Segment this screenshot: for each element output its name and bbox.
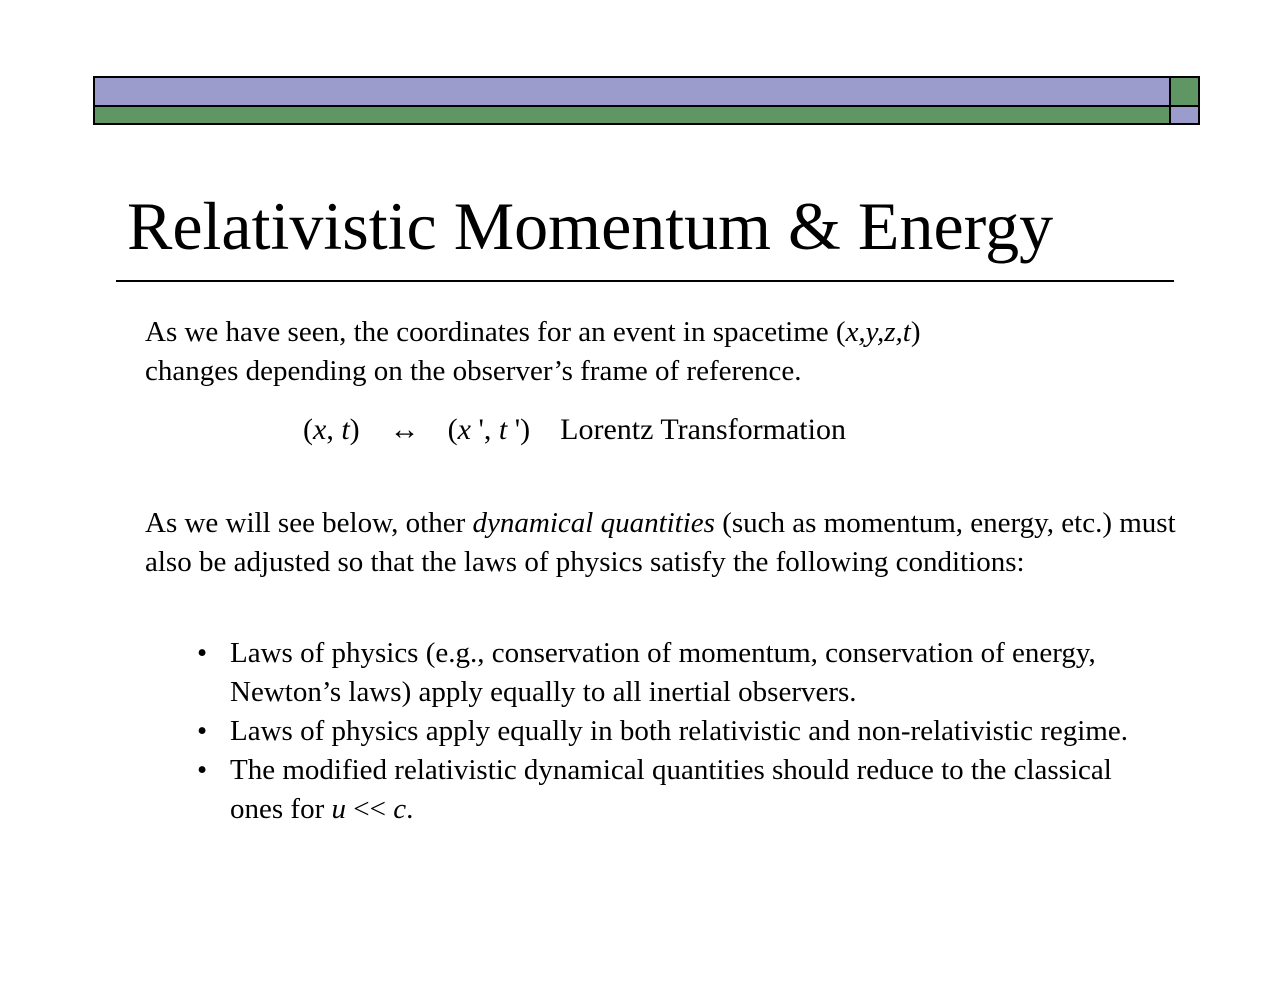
slide-title: Relativistic Momentum & Energy: [127, 188, 1054, 264]
dynamical-text-2: (such as momentum, energy, etc.) must also be adjusted so that the laws of physics satisfy the following conditions:: [145, 507, 1176, 578]
dynamical-text-1: As we will see below, other: [145, 507, 473, 539]
intro-coords: x,y,z,t: [845, 316, 911, 348]
list-item: [195, 712, 1155, 751]
title-divider: [116, 280, 1174, 282]
condition-text: Laws of physics apply equally in both relativistic and non-relativistic regime.: [230, 715, 1128, 747]
list-item: [195, 751, 1155, 829]
dynamical-paragraph: [145, 504, 1185, 582]
condition-u: u: [331, 793, 346, 825]
conditions-list: [195, 634, 1155, 829]
bullet-icon: •: [197, 715, 208, 747]
dynamical-emphasis: dynamical quantities: [472, 507, 715, 539]
header-bar-top: [93, 76, 1171, 107]
header-square-top: [1169, 76, 1200, 107]
intro-text-line2: changes depending on the observer’s frame of reference.: [145, 355, 802, 387]
header-bar-bottom: [93, 105, 1171, 125]
bullet-icon: •: [197, 754, 208, 786]
formula-right: (x ', t '): [447, 413, 531, 446]
formula-label: Lorentz Transformation: [560, 413, 846, 446]
lorentz-formula: [303, 410, 846, 449]
bullet-icon: •: [197, 637, 208, 669]
condition-op: <<: [345, 793, 394, 825]
list-item: [195, 634, 1155, 712]
intro-text-1: As we have seen, the coordinates for an event in spacetime (: [145, 316, 846, 348]
intro-text-2: ): [910, 316, 921, 348]
condition-c: c: [393, 793, 407, 825]
condition-text-1: The modified relativistic dynamical quantities should reduce to the classical ones for: [230, 754, 1112, 825]
header-square-bottom: [1169, 105, 1200, 125]
intro-paragraph: [145, 313, 1185, 391]
formula-left: (x, t): [303, 413, 360, 446]
formula-arrow: ↔: [389, 413, 420, 446]
condition-text: Laws of physics (e.g., conservation of momentum, conservation of energy, Newton’s laws) apply equally to all inertial observers.: [230, 637, 1096, 708]
condition-end: .: [406, 793, 414, 825]
